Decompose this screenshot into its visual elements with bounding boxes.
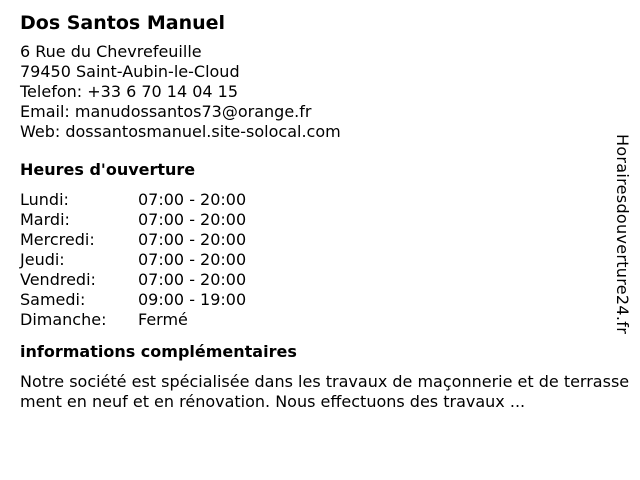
time-value: 07:00 - 20:00 [138,210,247,229]
day-label: Mercredi: [20,230,95,249]
additional-info-title: informations complémentaires [20,342,297,361]
street-address: 6 Rue du Chevrefeuille [20,42,202,61]
additional-info-text: Notre société est spécialisée dans les travaux de maçonnerie et de terrassement en neuf et en rénovation. Nous effectuons des travaux ... [20,372,630,411]
day-label: Mardi: [20,210,70,229]
time-value: Fermé [138,310,188,329]
time-value: 07:00 - 20:00 [138,230,247,249]
opening-hours-title: Heures d'ouverture [20,160,196,179]
email-line[interactable]: Email: manudossantos73@orange.fr [20,102,312,121]
day-label: Samedi: [20,290,86,309]
day-label: Vendredi: [20,270,96,289]
hours-row-dimanche [20,310,620,330]
hours-row-mardi [20,210,620,230]
city-address: 79450 Saint-Aubin-le-Cloud [20,62,240,81]
site-brand-label: Horairesdouverture24.fr [613,134,632,335]
time-value: 07:00 - 20:00 [138,190,247,209]
business-name: Dos Santos Manuel [20,12,226,34]
website-line[interactable]: Web: dossantosmanuel.site-solocal.com [20,122,341,141]
hours-row-vendredi [20,270,620,290]
hours-row-samedi [20,290,620,310]
opening-hours-table [20,190,620,330]
time-value: 07:00 - 20:00 [138,270,247,289]
hours-row-lundi [20,190,620,210]
hours-row-mercredi [20,230,620,250]
time-value: 09:00 - 19:00 [138,290,247,309]
time-value: 07:00 - 20:00 [138,250,247,269]
day-label: Jeudi: [20,250,65,269]
day-label: Dimanche: [20,310,107,329]
hours-row-jeudi [20,250,620,270]
day-label: Lundi: [20,190,69,209]
phone-line[interactable]: Telefon: +33 6 70 14 04 15 [20,82,239,101]
